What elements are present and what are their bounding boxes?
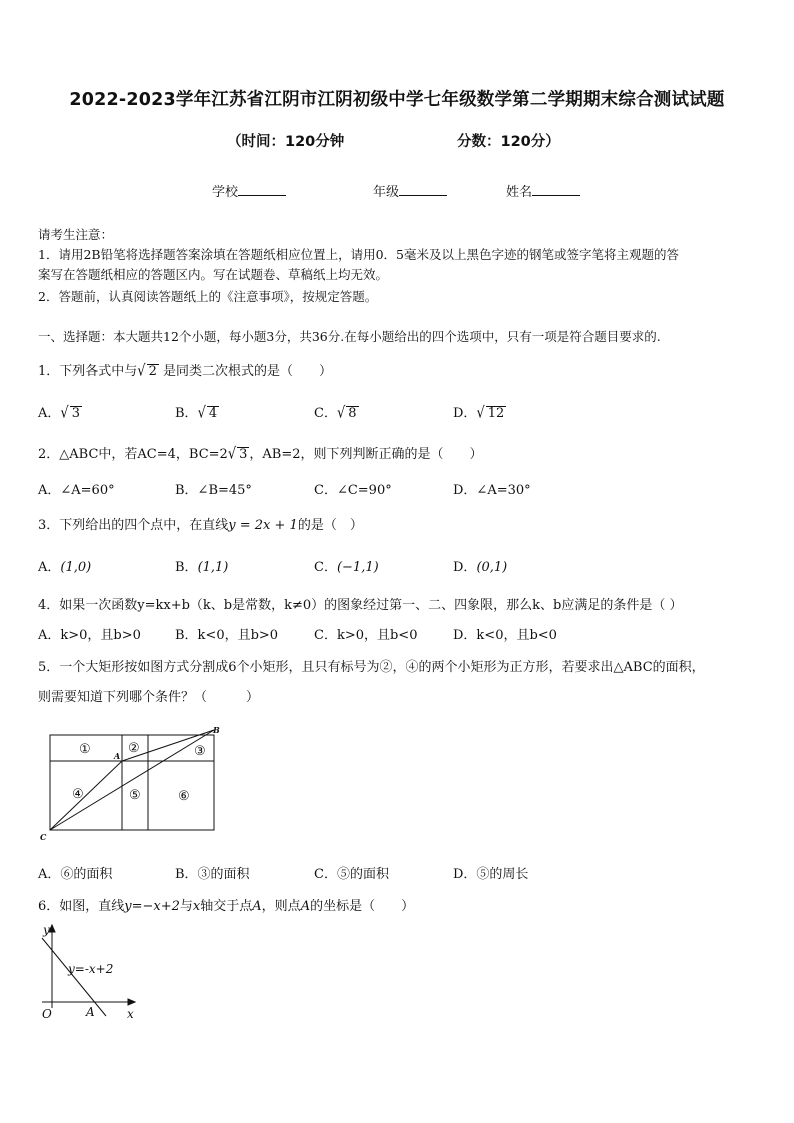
question-4: 4．如果一次函数y=kx+b（k、b是常数，k≠0）的图象经过第一、二、四象限，那么k、b应满足的条件是（ ）: [38, 598, 683, 613]
x-axis-arrow: [128, 999, 135, 1005]
segment-ca: [50, 761, 122, 830]
q1-option-d: D．√ 12: [453, 404, 505, 423]
q5-option-a: A．⑥的面积: [38, 867, 113, 882]
exam-time: （时间：120分钟: [227, 134, 345, 150]
y-axis-arrow: [49, 925, 55, 932]
q2-option-b: B．∠B=45°: [175, 483, 252, 498]
q5-option-b: B．③的面积: [175, 867, 250, 882]
notes-line-1: 1．请用2B铅笔将选择题答案涂填在答题纸相应位置上，请用0．5毫米及以上黑色字迹的钢笔或签字笔将主观题的答: [38, 247, 679, 262]
q5-option-c: C．⑤的面积: [314, 867, 389, 882]
q3-option-c: C．(−1,1): [314, 560, 379, 575]
q4-option-c: C．k>0，且b<0: [314, 628, 418, 643]
q6-graph-figure: [36, 918, 146, 1026]
question-1: 1．下列各式中与√ 2 是同类二次根式的是（ ）: [38, 362, 333, 381]
q4-option-b: B．k<0，且b>0: [175, 628, 279, 643]
q5-option-d: D．⑤的周长: [453, 867, 529, 882]
q3-option-d: D．(0,1): [453, 560, 508, 575]
q3-option-b: B．(1,1): [175, 560, 229, 575]
q1-option-c: C．√ 8: [314, 404, 357, 423]
point-a-label: A: [86, 1005, 95, 1019]
label-region-1: ①: [79, 742, 91, 757]
q2-option-c: C．∠C=90°: [314, 483, 392, 498]
notes-line-2: 案写在答题纸相应的答题区内。写在试题卷、草稿纸上均无效。: [38, 267, 389, 282]
point-a-label: A: [114, 751, 121, 761]
y-axis-label: y: [43, 923, 50, 937]
school-field: 学校: [212, 181, 286, 200]
q1-option-b: B．√ 4: [175, 404, 218, 423]
q3-option-a: A．(1,0): [38, 560, 92, 575]
q2-option-a: A．∠A=60°: [38, 483, 115, 498]
page-title: 2022-2023学年江苏省江阴市江阴初级中学七年级数学第二学期期末综合测试试题: [69, 90, 725, 110]
question-6: 6．如图，直线y=−x+2与x轴交于点A，则点A的坐标是（ ）: [38, 899, 415, 914]
point-c-label: C: [40, 832, 47, 842]
section-heading: 一、选择题：本大题共12个小题，每小题3分，共36分.在每小题给出的四个选项中，只有一项是符合题目要求的.: [38, 329, 661, 344]
label-region-2: ②: [128, 741, 140, 756]
line-equation-label: y=-x+2: [68, 962, 114, 976]
label-region-4: ④: [72, 787, 84, 802]
q4-option-d: D．k<0，且b<0: [453, 628, 557, 643]
q5-rectangle-figure: [36, 722, 236, 844]
exam-score: 分数：120分）: [457, 134, 560, 150]
label-region-3: ③: [194, 744, 206, 759]
q1-option-a: A．√ 3: [38, 404, 80, 423]
grade-field: 年级: [373, 181, 447, 200]
origin-label: O: [42, 1007, 52, 1021]
question-5-line-1: 5．一个大矩形按如图方式分割成6个小矩形，且只有标号为②，④的两个小矩形为正方形，若要求出△ABC的面积，: [38, 660, 705, 675]
q4-option-a: A．k>0，且b>0: [38, 628, 141, 643]
notes-line-3: 2．答题前，认真阅读答题纸上的《注意事项》，按规定答题。: [38, 289, 378, 304]
question-3: 3．下列给出的四个点中，在直线y = 2x + 1的是（ ）: [38, 518, 363, 533]
point-b-label: B: [213, 725, 220, 735]
name-field: 姓名: [506, 181, 580, 200]
label-region-5: ⑤: [129, 788, 141, 803]
label-region-6: ⑥: [178, 789, 190, 804]
q2-option-d: D．∠A=30°: [453, 483, 531, 498]
question-5-line-2: 则需要知道下列哪个条件？（ ）: [38, 690, 260, 705]
notes-heading: 请考生注意：: [38, 227, 114, 242]
question-2: 2．△ABC中，若AC=4，BC=2√ 3 ，AB=2，则下列判断正确的是（ ）: [38, 445, 483, 464]
x-axis-label: x: [127, 1007, 134, 1021]
